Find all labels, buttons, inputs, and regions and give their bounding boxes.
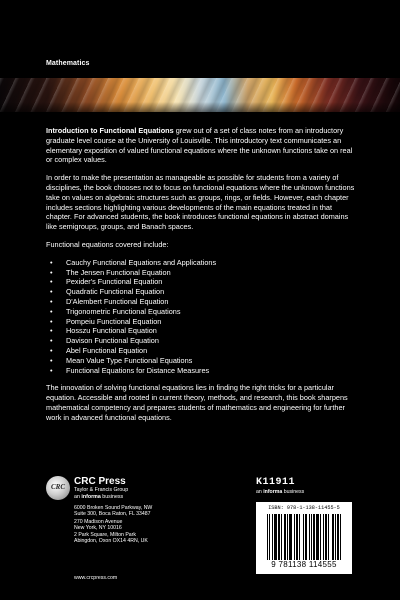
intro-text: grew out of a set of class notes from an introductory graduate level course at the University of Louisville. This introductory text communicates an elementary exposition of valued functional equations where the unknown functions take on real or complex values.	[46, 126, 353, 165]
publisher-name: CRC Press	[74, 476, 126, 487]
barcode-bar	[337, 514, 339, 560]
publisher-tagline	[74, 494, 214, 501]
publisher-group: Taylor & Francis Group	[74, 487, 129, 493]
publisher-block	[74, 476, 214, 500]
barcode-bar	[335, 514, 336, 560]
isbn-text: ISBN: 978-1-138-11455-5	[268, 505, 340, 511]
barcode-bar	[272, 514, 273, 560]
barcode-bar	[269, 514, 270, 560]
list-item: • Cauchy Functional Equations and Applications	[46, 258, 358, 268]
barcode-bars	[267, 514, 341, 560]
tagline-prefix: an	[74, 493, 82, 500]
barcode-bar	[309, 514, 310, 560]
address-line: Suite 300, Boca Raton, FL 33487	[74, 511, 151, 518]
barcode-bar	[294, 514, 295, 560]
paragraph-three: The innovation of solving functional equations lies in finding the right tricks for a particular equation. Accessible and rooted in current theory, methods, and research, this book sharpens mathematical competency and prepares students of mathematics and engineering for further work in advanced functional equations.	[46, 383, 348, 422]
barcode-bar	[332, 514, 334, 560]
publisher-url: www.crcpress.com	[74, 575, 118, 581]
informa-suffix: business	[282, 489, 305, 495]
barcode-bar	[340, 514, 341, 560]
barcode-bar	[296, 514, 298, 560]
isbn-barcode	[256, 502, 352, 574]
tagline-suffix: business	[100, 493, 124, 500]
informa-prefix: an	[256, 489, 264, 495]
crc-logo-icon	[46, 476, 70, 500]
list-item: • Mean Value Type Functional Equations	[46, 356, 358, 366]
address-line: Abingdon, Oxon OX14 4RN, UK	[74, 538, 148, 545]
list-item: • Abel Functional Equation	[46, 346, 358, 356]
publisher-addresses	[74, 505, 224, 546]
barcode-bar	[328, 514, 329, 560]
address-line: 270 Madison Avenue	[74, 518, 123, 525]
list-item: • Pompeiu Functional Equation	[46, 317, 358, 327]
list-item: • Pexider's Functional Equation	[46, 277, 358, 287]
list-item: • The Jensen Functional Equation	[46, 268, 358, 278]
barcode-digits: 9 781138 114555	[271, 560, 337, 569]
barcode-bar	[311, 514, 312, 560]
topics-list	[46, 258, 358, 376]
barcode-bar	[289, 514, 292, 560]
list-item: • D'Alembert Functional Equation	[46, 297, 358, 307]
barcode-bar	[267, 514, 268, 560]
address-line: 6000 Broken Sound Parkway, NW	[74, 505, 153, 511]
book-title: Introduction to Functional Equations	[46, 126, 174, 135]
address-line: 2 Park Square, Milton Park	[74, 532, 136, 539]
list-item: • Hosszu Functional Equation	[46, 326, 358, 336]
category-label: Mathematics	[46, 60, 90, 67]
barcode-bar	[284, 514, 286, 560]
logo-text: CRC	[50, 483, 65, 491]
list-item: • Davison Functional Equation	[46, 336, 358, 346]
informa-tagline	[256, 489, 304, 495]
topics-label: Functional equations covered include:	[46, 239, 169, 249]
catalog-code: K11911	[256, 477, 296, 488]
address-line: New York, NY 10016	[74, 524, 122, 531]
barcode-bar	[287, 514, 288, 560]
barcode-bar	[325, 514, 327, 560]
list-item: • Quadratic Functional Equation	[46, 287, 358, 297]
barcode-bar	[320, 514, 321, 560]
barcode-bar	[299, 514, 300, 560]
decorative-banner	[0, 78, 400, 112]
tagline-bold: informa	[81, 493, 101, 500]
barcode-bar	[303, 514, 304, 560]
barcode-bar	[323, 514, 324, 560]
barcode-bar	[313, 514, 315, 560]
barcode-bar	[278, 514, 280, 560]
list-item: • Trigonometric Functional Equations	[46, 307, 358, 317]
barcode-bar	[316, 514, 319, 560]
paragraph-two: In order to make the presentation as manageable as possible for students from a variety of disciplines, the book chooses not to focus on functional equations where the unknown functions take on values on algebraic structures such as groups, rings, or fields. However, each chapter includes sections highlighting various developments of the main equations treated in that chapter. For advanced students, the book introduces functional equations in abstract domains like semigroups, groups, and Banach spaces.	[46, 173, 355, 232]
description-text	[46, 126, 358, 431]
barcode-bar	[305, 514, 307, 560]
list-item: • Functional Equations for Distance Measures	[46, 366, 358, 376]
informa-bold: informa	[263, 489, 283, 495]
barcode-bar	[274, 514, 277, 560]
barcode-bar	[281, 514, 282, 560]
intro-paragraph	[46, 126, 358, 165]
